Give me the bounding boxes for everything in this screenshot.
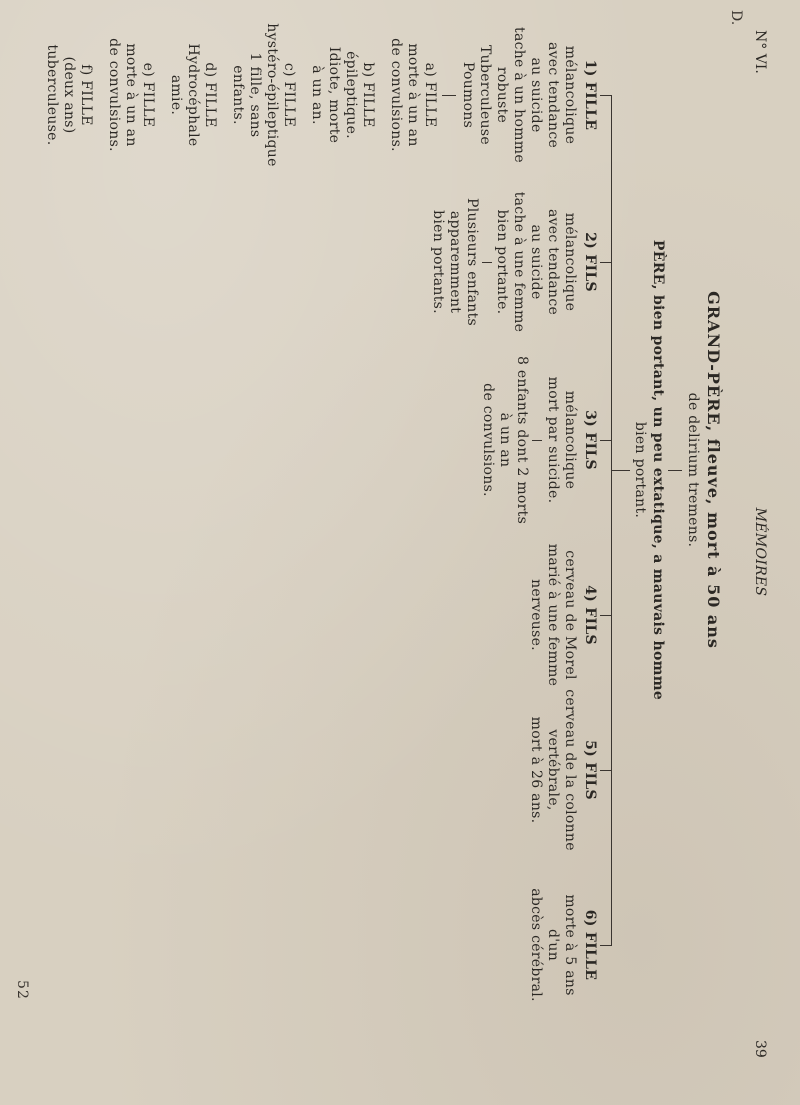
child-2-line: mélancolique — [562, 212, 578, 312]
child-3-line: 8 enfants dont 2 morts — [514, 355, 530, 525]
connector — [600, 95, 612, 96]
child-6-line: abcès cérébral. — [528, 888, 544, 1002]
root-subtitle: de delirium tremens. — [685, 392, 701, 548]
child-1-line: tache à un homme — [511, 27, 527, 163]
connector — [600, 440, 612, 441]
margin-mark-bottom: 2 — [14, 990, 30, 999]
grandchild-line: a) FILLE — [422, 62, 438, 128]
grandchild-line: de convulsions. — [388, 38, 404, 152]
child-6-line: d'un — [545, 928, 561, 962]
child-3-line: mort par suicide. — [545, 376, 561, 504]
connector — [612, 470, 630, 471]
child-5-label: 5) FILS — [582, 740, 598, 800]
child-4-line: marié à une femme — [545, 543, 561, 687]
child-3-label: 3) FILS — [582, 410, 598, 470]
child-2-line: apparemment — [447, 210, 463, 314]
child-5-line: vertébrale, — [545, 729, 561, 811]
scan-letter-mark: D. — [728, 10, 744, 26]
father-status: bien portant. — [632, 421, 648, 519]
child-3-line: de convulsions. — [480, 383, 496, 497]
child-2-label: 2) FILS — [582, 232, 598, 292]
connector — [600, 615, 612, 616]
grandchild-line: morte à un an — [405, 43, 421, 147]
child-6-line: morte à 5 ans — [562, 894, 578, 996]
grandchild-line: tuberculeuse. — [44, 44, 60, 146]
root-title: GRAND-PÈRE, fleuve, mort à 50 ans — [704, 291, 723, 649]
child-3-line: à un an — [497, 412, 513, 468]
connector — [600, 945, 612, 946]
margin-mark-top: 5 — [14, 980, 30, 989]
child-3-line: mélancolique — [562, 390, 578, 490]
child-5-line: mort à 26 ans. — [528, 716, 544, 824]
father-line: PÈRE, bien portant, un peu extatique, a mauvais homme — [650, 239, 666, 701]
child-2-line: avec tendance — [545, 208, 561, 316]
child-2-line: bien portants. — [430, 210, 446, 314]
child-4-line: nerveuse. — [528, 579, 544, 651]
child-1-line: au suicide — [528, 57, 544, 133]
child-5-line: cerveau de la colonne — [562, 689, 578, 851]
connector — [442, 95, 456, 96]
child-2-line: bien portante. — [494, 209, 510, 315]
child-2-line: au suicide — [528, 224, 544, 300]
connector — [600, 770, 612, 771]
child-2-line: Plusieurs enfants — [464, 198, 480, 326]
grandchild-line: e) FILLE — [140, 62, 156, 128]
section-number: N° VI. — [752, 30, 768, 74]
child-1-line: avec tendance — [545, 41, 561, 149]
child-1-line: mélancolique — [562, 45, 578, 145]
grandchild-line: Hydrocéphale — [185, 43, 201, 147]
grandchild-line: f) FILLE — [78, 64, 94, 126]
grandchild-line: épileptique. — [343, 51, 359, 139]
grandchild-line: b) FILLE — [360, 62, 376, 128]
grandchild-line: morte à un an — [123, 43, 139, 147]
child-4-label: 4) FILS — [582, 585, 598, 645]
grandchild-line: à un an. — [309, 65, 325, 125]
child-1-line: robuste — [494, 66, 510, 124]
child-4-line: cerveau de Morel — [562, 550, 578, 680]
child-1-line: Poumons — [460, 61, 476, 129]
connector — [668, 470, 682, 471]
child-1-label: 1) FILLE — [582, 59, 598, 131]
grandchild-line: (deux ans) — [61, 56, 77, 134]
page-number: 39 — [752, 1040, 768, 1058]
grandchild-line: c) FILLE — [281, 62, 297, 128]
grandchild-line: amie. — [168, 74, 184, 116]
connector — [600, 262, 612, 263]
sibling-bar — [611, 95, 612, 945]
connector — [532, 440, 542, 441]
child-2-line: tache à une femme — [511, 191, 527, 333]
child-1-line: Tuberculeuse — [477, 44, 493, 146]
grandchild-line: hystéro-épileptique — [264, 23, 280, 167]
connector — [482, 262, 492, 263]
grandchild-line: Idiote, morte — [326, 46, 342, 144]
child-6-label: 6) FILLE — [582, 909, 598, 981]
grandchild-line: d) FILLE — [202, 62, 218, 128]
grandchild-line: 1 fille, sans — [247, 52, 263, 138]
grandchild-line: enfants. — [230, 65, 246, 125]
grandchild-line: de convulsions. — [106, 38, 122, 152]
header-title: MÉMOIRES — [752, 507, 768, 597]
